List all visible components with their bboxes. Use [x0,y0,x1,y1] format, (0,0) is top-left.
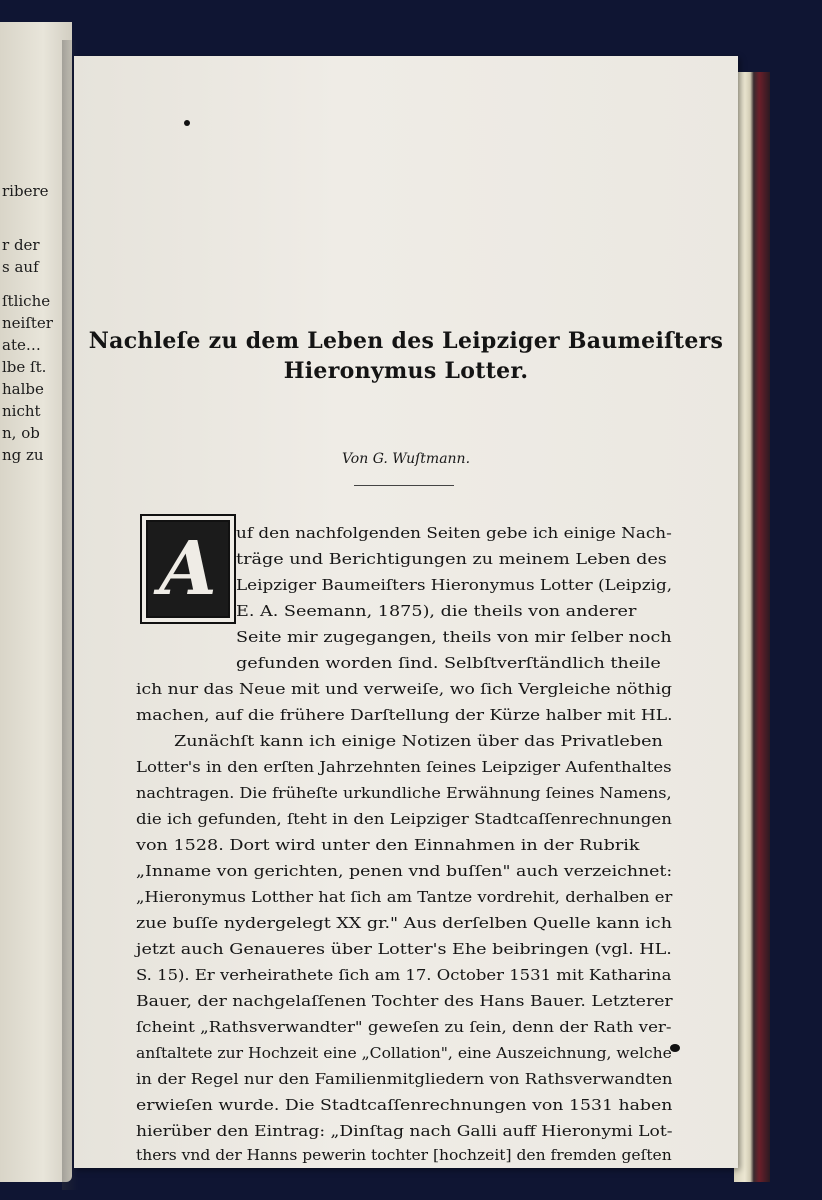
body-line: ſcheint „Rathsverwandter" geweſen zu ſein, denn der Rath ver- [136,1018,672,1036]
page [74,56,738,1168]
divider [354,485,454,486]
left-page-text: r der [2,236,40,254]
author-byline: Von G. Wuſtmann. [341,451,471,467]
body-line: Seite mir zugegangen, theils von mir ſelber noch [236,628,672,646]
initial-letter: A [159,526,217,612]
ink-spot [184,120,190,126]
body-line: machen, auf die frühere Darſtellung der Kürze halber mit HL. [136,706,673,724]
body-line: nachtragen. Die früheſte urkundliche Erwähnung ſeines Namens, [136,784,672,802]
body-line: hierüber den Eintrag: „Dinſtag nach Galli auff Hieronymi Lot- [136,1122,673,1140]
left-page-text: n, ob [2,424,40,442]
article-title: Nachleſe zu dem Leben des Leipziger Baumeiſters [88,328,724,354]
book-edge [734,72,770,1182]
body-line: ich nur das Neue mit und verweiſe, wo ſich Vergleiche nöthig [136,680,672,698]
body-line: Zunächſt kann ich einige Notizen über das Privatleben [174,732,663,750]
article-title-line2: Hieronymus Lotter. [283,358,529,384]
body-line: gefunden worden ſind. Selbſtverſtändlich theile [236,654,661,672]
body-line: „Hieronymus Lotther hat ſich am Tantze vordrehit, derhalben er [136,888,673,906]
body-line: S. 15). Er verheirathete ſich am 17. October 1531 mit Katharina [136,966,672,984]
body-line: „Inname von gerichten, penen vnd buſſen" auch verzeichnet: [136,862,673,880]
body-line: träge und Berichtigungen zu meinem Leben des [236,550,667,568]
body-line: anſtaltete zur Hochzeit eine „Collation", eine Auszeichnung, welche [136,1044,672,1062]
body-line: zue buſſe nydergelegt XX gr." Aus derſelben Quelle kann ich [136,914,673,932]
body-line: Bauer, der nachgelaſſenen Tochter des Hans Bauer. Letzterer [136,992,673,1010]
body-line: in der Regel nur den Familienmitgliedern von Rathsverwandten [136,1070,673,1088]
body-line: thers vnd der Hanns pewerin tochter [hochzeit] den fremden geſten [136,1146,672,1164]
body-line: erwieſen wurde. Die Stadtcaſſenrechnungen von 1531 haben [136,1096,673,1114]
body-line: E. A. Seemann, 1875), die theils von anderer [236,602,637,620]
left-page-text: s auf [2,258,39,276]
left-page-text: ng zu [2,446,44,464]
left-page-text: ribere [2,182,49,200]
left-page-text: ſtliche [2,292,51,310]
body-line: von 1528. Dort wird unter den Einnahmen in der Rubrik [136,836,640,854]
left-page-text: halbe [2,380,44,398]
left-page-text: lbe ſt. [2,358,47,376]
body-line: uf den nachfolgenden Seiten gebe ich einige Nach- [236,524,672,542]
body-line: Leipziger Baumeiſters Hieronymus Lotter (Leipzig, [236,576,673,594]
left-page-text: ate… [2,336,41,354]
decorative-initial [140,514,236,624]
body-line: jetzt auch Genaueres über Lotter's Ehe beibringen (vgl. HL. [136,940,672,958]
body-line: die ich gefunden, ſteht in den Leipziger Stadtcaſſenrechnungen [136,810,672,828]
left-page-text: nicht [2,402,41,420]
left-page-text: neiſter [2,314,53,332]
body-line: Lotter's in den erſten Jahrzehnten ſeines Leipziger Aufenthaltes [136,758,672,776]
